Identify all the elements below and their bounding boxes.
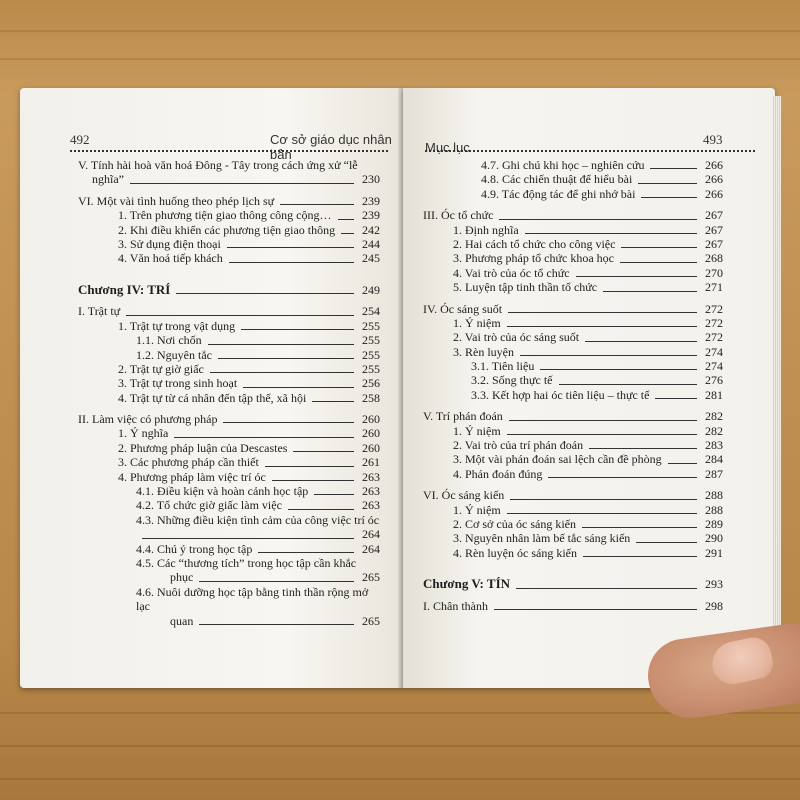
toc-leader-line (272, 480, 354, 481)
toc-entry-label: 4. Phán đoán đúng (453, 466, 543, 481)
toc-row (423, 503, 723, 517)
toc-leader-line (243, 387, 354, 388)
toc-leader-line (314, 494, 354, 495)
spacer (423, 201, 723, 208)
toc-row (423, 388, 723, 402)
toc-page-number: 267 (705, 222, 723, 237)
toc-row (423, 187, 723, 201)
toc-chapter-row (423, 576, 723, 592)
toc-row (423, 302, 723, 316)
toc-leader-line (508, 312, 697, 313)
toc-leader-line (638, 183, 697, 184)
toc-page-number: 266 (705, 186, 723, 201)
toc-leader-line (227, 247, 354, 248)
page-edges (773, 96, 781, 681)
toc-page-number: 260 (362, 426, 380, 441)
toc-row (78, 412, 380, 426)
toc-row (423, 359, 723, 373)
toc-page-number: 260 (362, 412, 380, 427)
toc-leader-line (494, 609, 697, 610)
toc-entry-label: I. Trật tự (78, 304, 121, 319)
toc-page-number: 230 (362, 172, 380, 187)
toc-leader-line (312, 401, 354, 402)
spacer (423, 560, 723, 576)
toc-page-number: 258 (362, 390, 380, 405)
toc-leader-line (516, 588, 697, 589)
toc-row (423, 237, 723, 251)
toc-entry-label: 4.6. Nuôi dưỡng học tập bằng tinh thần rộng mở lạc (136, 584, 369, 614)
toc-entry-label: 2. Vai trò của óc sáng suốt (453, 330, 580, 345)
toc-page-number: 260 (362, 440, 380, 455)
toc-leader-line (176, 293, 354, 294)
toc-page-number: 274 (705, 344, 723, 359)
toc-leader-line (589, 448, 697, 449)
toc-entry-label: 1. Ý nghĩa (118, 426, 169, 441)
toc-entry-label: 4.2. Tổ chức giờ giấc làm việc (136, 498, 282, 513)
toc-entry-label: 1.2. Nguyên tắc (136, 347, 212, 362)
toc-entry-label: 4. Văn hoá tiếp khách (118, 251, 223, 266)
toc-page-number: 287 (705, 466, 723, 481)
toc-row (423, 223, 723, 237)
toc-row (423, 373, 723, 387)
running-head-right: Mục lục (425, 140, 470, 155)
toc-entry-label: 3.1. Tiên liệu (471, 359, 535, 374)
toc-page-number: 267 (705, 208, 723, 223)
toc-entry-label: 4. Rèn luyện óc sáng kiến (453, 545, 577, 560)
toc-page-number: 268 (705, 251, 723, 266)
toc-leader-line (210, 372, 354, 373)
spacer (423, 592, 723, 599)
toc-page-number: 272 (705, 330, 723, 345)
toc-leader-line (199, 581, 354, 582)
toc-entry-label: 4.9. Tác động tác để ghi nhớ bài (481, 186, 636, 201)
toc-page-number: 266 (705, 158, 723, 172)
toc-entry-label: 2. Trật tự giờ giấc (118, 361, 204, 376)
toc-page-number: 244 (362, 236, 380, 251)
toc-page-number: 288 (705, 502, 723, 517)
toc-row (423, 409, 723, 423)
toc-entry-label: Chương IV: TRÍ (78, 281, 171, 297)
toc-row (78, 391, 380, 405)
toc-page-number: 293 (705, 577, 723, 592)
spacer (423, 295, 723, 302)
spacer (78, 187, 380, 194)
header-rule-right (425, 150, 755, 152)
toc-page-number: 265 (362, 570, 380, 585)
toc-page-number: 281 (705, 387, 723, 402)
toc-leader-line (223, 422, 354, 423)
toc-leader-line (507, 434, 697, 435)
toc-entry-label: 1. Trên phương tiện giao thông công cộng… (118, 208, 332, 223)
toc-entry-label: 4. Phương pháp làm việc trí óc (118, 469, 266, 484)
toc-leader-line (265, 466, 354, 467)
toc-row (423, 330, 723, 344)
toc-page-number: 249 (362, 282, 380, 297)
toc-page-number: 255 (362, 333, 380, 348)
toc-entry-label: 3. Các phương pháp cần thiết (118, 455, 259, 470)
toc-row (423, 452, 723, 466)
toc-entry-label: 2. Hai cách tổ chức cho công việc (453, 236, 616, 251)
toc-page-number: 263 (362, 484, 380, 499)
toc-row (423, 251, 723, 265)
toc-page-number: 265 (362, 613, 380, 628)
toc-entry-label: 1.1. Nơi chốn (136, 333, 202, 348)
toc-leader-line (280, 204, 354, 205)
toc-page-number: 254 (362, 304, 380, 319)
toc-chapter-row (78, 282, 380, 298)
toc-entry-label: nghĩa” (92, 172, 124, 187)
running-head-left: Cơ sở giáo dục nhân bản (270, 132, 392, 162)
toc-row (78, 348, 380, 362)
toc-row (423, 316, 723, 330)
toc-entry-label: 4. Trật tự từ cá nhân đến tập thể, xã hội (118, 390, 307, 405)
toc-page-number: 282 (705, 423, 723, 438)
toc-entry-label: 4.3. Những điều kiện tình cảm của công việc trí óc (136, 512, 380, 527)
toc-entry-label: 3. Một vài phán đoán sai lệch cần đề phòng (453, 452, 662, 467)
toc-row (78, 223, 380, 237)
toc-leader-line (258, 552, 354, 553)
toc-leader-line (621, 247, 697, 248)
toc-page-number: 264 (362, 541, 380, 556)
toc-leader-line (655, 398, 697, 399)
toc-row (423, 424, 723, 438)
toc-leader-line (130, 183, 354, 184)
toc-entry-label: VI. Óc sáng kiến (423, 488, 505, 503)
toc-leader-line (218, 358, 354, 359)
toc-row (423, 488, 723, 502)
toc-page-number: 245 (362, 251, 380, 266)
toc-entry-label: 3.3. Kết hợp hai óc tiên liệu – thực tế (471, 387, 650, 402)
toc-row (78, 614, 380, 628)
toc-entry-label: 3. Rèn luyện (453, 344, 514, 359)
toc-row (78, 304, 380, 318)
toc-entry-label: 5. Luyện tập tinh thần tổ chức (453, 280, 598, 295)
toc-row (423, 438, 723, 452)
toc-leader-line (199, 624, 354, 625)
toc-row (78, 172, 380, 186)
toc-row (78, 585, 380, 614)
toc-leader-line (510, 499, 697, 500)
toc-entry-label: phục (170, 570, 194, 585)
toc-page-number: 242 (362, 222, 380, 237)
toc-entry-label: 3.2. Sống thực tế (471, 373, 553, 388)
toc-entry-label: 2. Vai trò của trí phán đoán (453, 438, 584, 453)
toc-row (78, 513, 380, 527)
toc-row (78, 362, 380, 376)
toc-row (78, 319, 380, 333)
toc-page-number: 291 (705, 545, 723, 560)
toc-page-number: 276 (705, 373, 723, 388)
spacer (78, 297, 380, 304)
toc-page-number: 266 (705, 172, 723, 187)
toc-entry-label: III. Óc tổ chức (423, 208, 494, 223)
toc-leader-line (174, 437, 354, 438)
toc-row (78, 208, 380, 222)
toc-entry-label: 3. Sử dụng điện thoại (118, 236, 221, 251)
toc-row (78, 158, 380, 172)
toc-leader-line (548, 477, 697, 478)
toc-leader-line (288, 509, 354, 510)
spacer (78, 405, 380, 412)
toc-leader-line (126, 315, 354, 316)
toc-entry-label: quan (170, 613, 194, 628)
toc-row (78, 484, 380, 498)
toc-leader-line (341, 233, 354, 234)
toc-leader-line (576, 276, 697, 277)
toc-page-number: 274 (705, 359, 723, 374)
toc-row (423, 158, 723, 172)
toc-page-number: 255 (362, 347, 380, 362)
toc-row (78, 527, 380, 541)
toc-entry-label: 4.7. Ghi chú khi học – nghiên cứu (481, 158, 645, 172)
toc-leader-line (636, 542, 697, 543)
toc-page-number: 272 (705, 301, 723, 316)
toc-row (423, 208, 723, 222)
toc-row (423, 517, 723, 531)
toc-page-number: 263 (362, 469, 380, 484)
page-number-right: 493 (703, 132, 723, 147)
toc-leader-line (241, 329, 354, 330)
toc-leader-line (499, 219, 697, 220)
page-number-left: 492 (70, 132, 90, 147)
toc-page-number: 270 (705, 265, 723, 280)
toc-entry-label: 4.4. Chú ý trong học tập (136, 541, 253, 556)
toc-row (423, 172, 723, 186)
toc-entry-label: 4.8. Các chiến thuật để hiểu bài (481, 172, 633, 187)
toc-page-number: 288 (705, 488, 723, 503)
toc-page-number: 282 (705, 409, 723, 424)
toc-page-number: 256 (362, 376, 380, 391)
toc-leader-line (540, 369, 697, 370)
toc-leader-line (620, 262, 697, 263)
toc-entry-label: I. Chân thành (423, 598, 488, 613)
toc-row (78, 426, 380, 440)
toc-leader-line (293, 451, 354, 452)
spacer (423, 481, 723, 488)
toc-row (78, 376, 380, 390)
right-page (403, 88, 775, 688)
toc-row (78, 556, 380, 570)
toc-entry-label: 4.1. Điều kiện và hoàn cảnh học tập (136, 484, 309, 499)
spacer (423, 402, 723, 409)
toc-entry-label: IV. Óc sáng suốt (423, 301, 503, 316)
toc-row (78, 498, 380, 512)
toc-leader-line (507, 326, 697, 327)
toc-row (423, 345, 723, 359)
toc-leader-line (520, 355, 697, 356)
toc-row (423, 280, 723, 294)
toc-page-number: 263 (362, 498, 380, 513)
toc-row (78, 194, 380, 208)
toc-leader-line (582, 527, 697, 528)
toc-page-number: 239 (362, 208, 380, 223)
toc-page-number: 255 (362, 361, 380, 376)
toc-page-number: 261 (362, 455, 380, 470)
toc-left (78, 158, 380, 628)
toc-page-number: 298 (705, 598, 723, 613)
toc-leader-line (142, 538, 354, 539)
toc-entry-label: 2. Phương pháp luận của Descastes (118, 440, 288, 455)
toc-page-number: 239 (362, 193, 380, 208)
toc-leader-line (338, 219, 354, 220)
toc-page-number: 284 (705, 452, 723, 467)
toc-leader-line (585, 341, 697, 342)
toc-entry-label: V. Tính hài hoà văn hoá Đông - Tây trong cách ứng xử “lễ (78, 158, 358, 172)
header-rule-left (70, 150, 388, 152)
toc-entry-label: Chương V: TÍN (423, 576, 511, 592)
toc-entry-label: 3. Nguyên nhân làm bế tắc sáng kiến (453, 531, 631, 546)
toc-row (423, 467, 723, 481)
toc-leader-line (509, 420, 697, 421)
spacer (78, 266, 380, 282)
toc-leader-line (208, 344, 354, 345)
toc-entry-label: 4. Vai trò của óc tổ chức (453, 265, 570, 280)
toc-entry-label: 3. Trật tự trong sinh hoạt (118, 376, 238, 391)
toc-row (78, 542, 380, 556)
toc-leader-line (668, 463, 697, 464)
toc-entry-label: V. Trí phán đoán (423, 409, 503, 424)
toc-page-number: 289 (705, 516, 723, 531)
toc-right (423, 158, 723, 613)
toc-entry-label: VI. Một vài tình huống theo phép lịch sự (78, 193, 275, 208)
toc-page-number: 267 (705, 236, 723, 251)
toc-leader-line (525, 233, 697, 234)
toc-row (78, 237, 380, 251)
toc-leader-line (641, 197, 697, 198)
toc-leader-line (650, 168, 697, 169)
toc-page-number: 290 (705, 531, 723, 546)
toc-leader-line (507, 513, 697, 514)
toc-entry-label: 1. Định nghĩa (453, 222, 519, 237)
toc-leader-line (559, 384, 698, 385)
toc-page-number: 272 (705, 315, 723, 330)
toc-page-number: 264 (362, 527, 380, 542)
toc-row (78, 455, 380, 469)
toc-leader-line (583, 556, 697, 557)
toc-page-number: 283 (705, 438, 723, 453)
toc-entry-label: 1. Trật tự trong vật dụng (118, 318, 236, 333)
toc-row (78, 441, 380, 455)
toc-row (78, 470, 380, 484)
toc-entry-label: 4.5. Các “thương tích” trong học tập cần khắc (136, 555, 357, 570)
toc-entry-label: 2. Cơ sở của óc sáng kiến (453, 516, 576, 531)
toc-row (423, 531, 723, 545)
toc-entry-label: 1. Ý niệm (453, 502, 501, 517)
toc-row (423, 266, 723, 280)
toc-row (78, 570, 380, 584)
toc-row (78, 251, 380, 265)
toc-leader-line (603, 291, 697, 292)
left-page (20, 88, 403, 688)
toc-leader-line (229, 262, 354, 263)
toc-row (423, 599, 723, 613)
toc-row (423, 546, 723, 560)
toc-entry-label: 2. Khi điều khiển các phương tiện giao thông (118, 222, 336, 237)
toc-entry-label: 1. Ý niệm (453, 423, 501, 438)
toc-entry-label: II. Làm việc có phương pháp (78, 412, 218, 427)
toc-row (78, 333, 380, 347)
toc-page-number: 271 (705, 280, 723, 295)
toc-page-number: 255 (362, 318, 380, 333)
toc-entry-label: 1. Ý niệm (453, 315, 501, 330)
toc-entry-label: 3. Phương pháp tổ chức khoa học (453, 251, 614, 266)
